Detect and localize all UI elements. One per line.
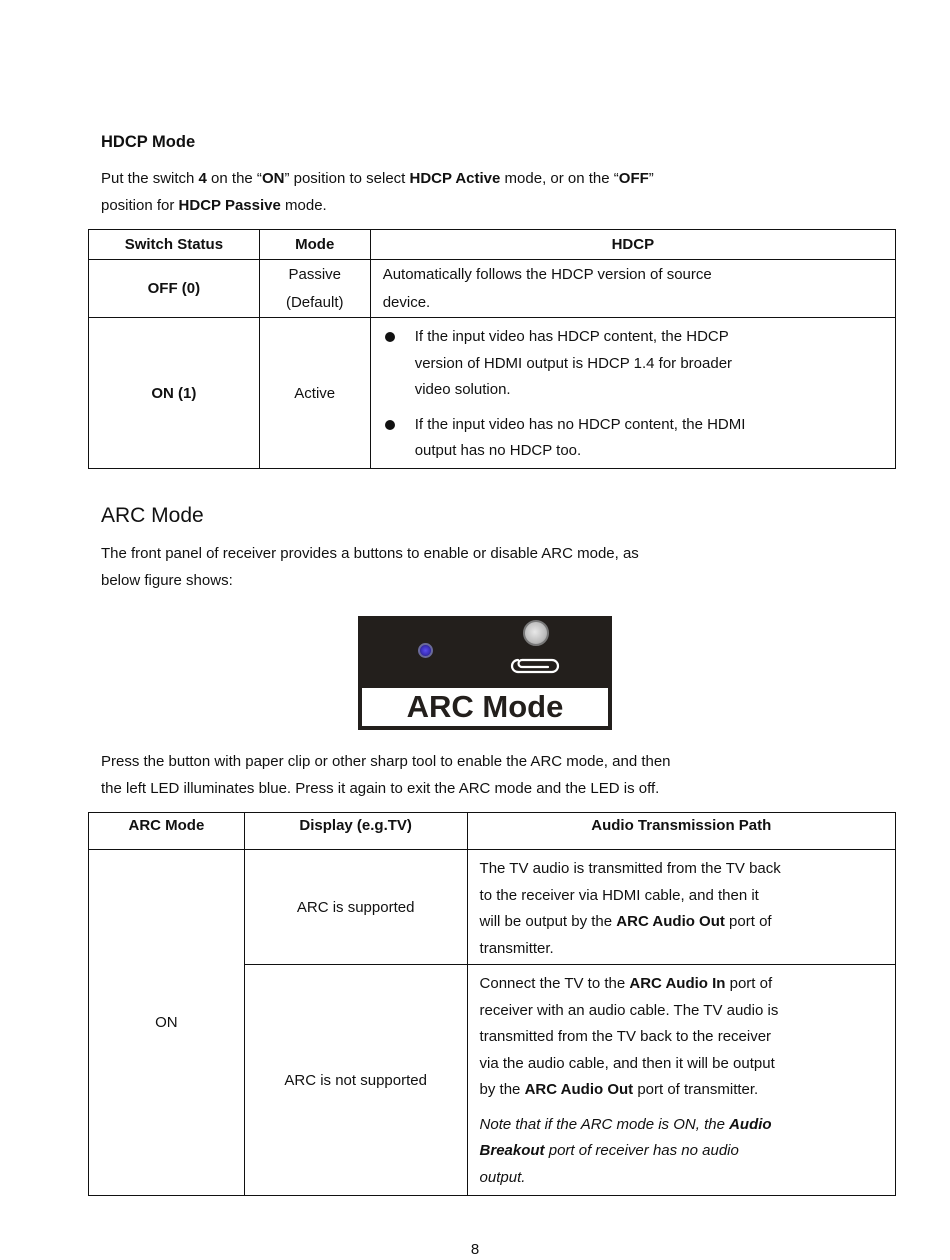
bullet-item: If the input video has HDCP content, the HDCP version of HDMI output is HDCP 1.4 for broader video solution. (383, 324, 883, 404)
arc-heading: ARC Mode (101, 504, 204, 527)
display-arc-supported: ARC is supported (244, 850, 467, 965)
header-arc-mode: ARC Mode (89, 813, 245, 850)
paper-clip-icon (508, 654, 564, 678)
arc-panel-label: ARC Mode (362, 688, 608, 726)
arc-table-header-row (89, 813, 896, 850)
hdcp-heading: HDCP Mode (101, 133, 196, 151)
bullet-dot-icon (385, 420, 395, 430)
header-switch-status: Switch Status (89, 230, 260, 260)
header-display: Display (e.g.TV) (244, 813, 467, 850)
arc-press-instructions: Press the button with paper clip or other sharp tool to enable the ARC mode, and then the left LED illuminates blue. Press it again to exit the ARC mode and the LED is off. (101, 753, 671, 797)
audio-path-not-supported: Connect the TV to the ARC Audio In port of receiver with an audio cable. The TV audio is transmitted from the TV back to the receiver via the audio cable, and then it will be output by the ARC Audio Out port of transmitter. Note that if the ARC mode is ON, the Audio Breakout port of receiver has no audio output. (467, 965, 895, 1196)
page-number: 8 (470, 1241, 480, 1258)
hdcp-intro: Put the switch 4 on the “ON” position to select HDCP Active mode, or on the “OFF” position for HDCP Passive mode. (101, 170, 654, 214)
table-row (89, 260, 896, 318)
mode-active: Active (259, 318, 370, 469)
hdcp-active-desc (370, 318, 895, 469)
header-audio-path: Audio Transmission Path (467, 813, 895, 850)
arc-mode-on: ON (89, 850, 245, 1196)
status-on: ON (1) (89, 318, 260, 469)
arc-note: Note that if the ARC mode is ON, the Audio Breakout port of receiver has no audio output. (479, 1115, 772, 1186)
display-arc-not-supported: ARC is not supported (244, 965, 467, 1196)
mode-passive: Passive (Default) (259, 260, 370, 318)
hdcp-table-header-row (89, 230, 896, 260)
status-off: OFF (0) (89, 260, 260, 318)
audio-path-supported: The TV audio is transmitted from the TV back to the receiver via HDMI cable, and then it will be output by the ARC Audio Out port of transmitter. (467, 850, 895, 965)
hdcp-passive-desc: Automatically follows the HDCP version of source device. (370, 260, 895, 318)
bullet-dot-icon (385, 332, 395, 342)
header-mode: Mode (259, 230, 370, 260)
table-row (89, 850, 896, 965)
arc-front-panel-figure (358, 616, 612, 730)
bullet-item: If the input video has no HDCP content, the HDMI output has no HDCP too. (383, 412, 883, 465)
table-row (89, 318, 896, 469)
arc-button-icon (523, 620, 549, 646)
hdcp-table (88, 229, 896, 469)
header-hdcp: HDCP (370, 230, 895, 260)
arc-intro: The front panel of receiver provides a buttons to enable or disable ARC mode, as below figure shows: (101, 545, 639, 589)
arc-table (88, 812, 896, 1196)
led-indicator-icon (418, 643, 433, 658)
